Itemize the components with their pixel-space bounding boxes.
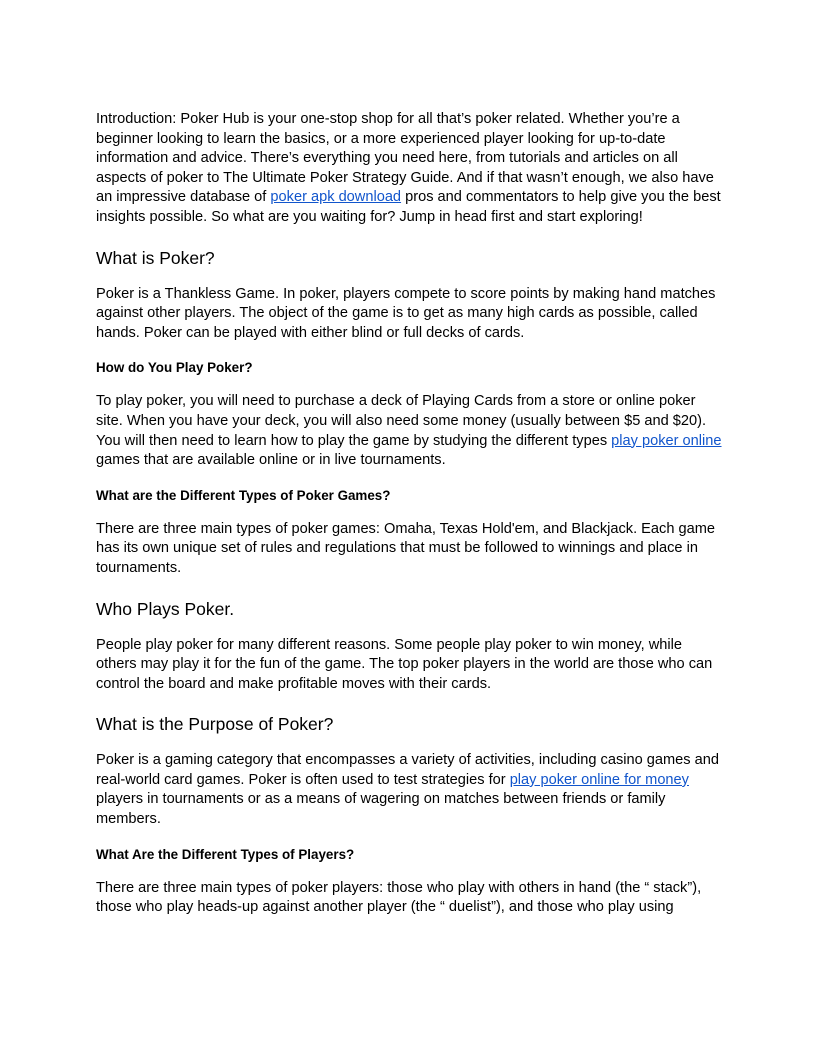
types-of-players-heading: What Are the Different Types of Players? (96, 846, 355, 862)
intro-text-end: pros and commentators to help give you the best insights possible. So what are you waiting for? Jump in head first and start exploring! (96, 189, 721, 225)
purpose-heading: What is the Purpose of Poker? (96, 714, 334, 735)
play-poker-online-link[interactable]: play poker online (611, 432, 722, 449)
types-of-players-paragraph: There are three main types of poker players: those who play with others in hand (the “ stack”), those who play heads-up against another player (the “ duelist”), and those who play using (96, 879, 702, 916)
what-is-poker-heading: What is Poker? (96, 247, 215, 268)
types-of-games-paragraph: There are three main types of poker games: Omaha, Texas Hold'em, and Blackjack. Each game has its own unique set of rules and regulations that must be followed to winnings and place in tournaments. (96, 520, 716, 576)
purpose-paragraph (96, 751, 722, 829)
poker-apk-download-link[interactable]: poker apk download (270, 189, 402, 206)
intro-paragraph (96, 110, 722, 228)
play-poker-online-for-money-link[interactable]: play poker online for money (509, 771, 689, 788)
what-is-poker-paragraph: Poker is a Thankless Game. In poker, players compete to score points by making hand matches against other players. The object of the game is to get as many high cards as possible, called hands. Poker can be played with either blind or full decks of cards. (96, 285, 716, 341)
how-to-play-paragraph (96, 392, 722, 470)
purpose-text-end: players in tournaments or as a means of wagering on matches between friends or family members. (96, 791, 666, 828)
purpose-text-start: Poker is a gaming category that encompasses a variety of activities, including casino games and real-world card games. Poker is often used to test strategies for (96, 752, 719, 788)
how-to-play-text-end: games that are available online or in live tournaments. (96, 452, 446, 469)
how-to-play-text-start: To play poker, you will need to purchase a deck of Playing Cards from a store or online poker site. When you have your deck, you will also need some money (usually between $5 and $20). You will then need to learn how to play the game by studying the different types (96, 393, 707, 449)
types-of-games-heading: What are the Different Types of Poker Games? (96, 487, 391, 503)
who-plays-heading: Who Plays Poker. (96, 598, 235, 619)
document-page (96, 110, 722, 918)
how-to-play-heading: How do You Play Poker? (96, 360, 253, 376)
intro-text-start: Introduction: Poker Hub is your one-stop shop for all that’s poker related. Whether you’re a beginner looking to learn the basics, or a more experienced player looking for up-to-date information and advice. There’s everything you need here, from tutorials and articles on all aspects of poker to The Ultimate Poker Strategy Guide. And if that wasn’t enough, we also have an impressive database of (96, 111, 714, 206)
who-plays-paragraph: People play poker for many different reasons. Some people play poker to win money, while others may play it for the fun of the game. The top poker players in the world are those who can control the board and make profitable moves with their cards. (96, 636, 713, 692)
